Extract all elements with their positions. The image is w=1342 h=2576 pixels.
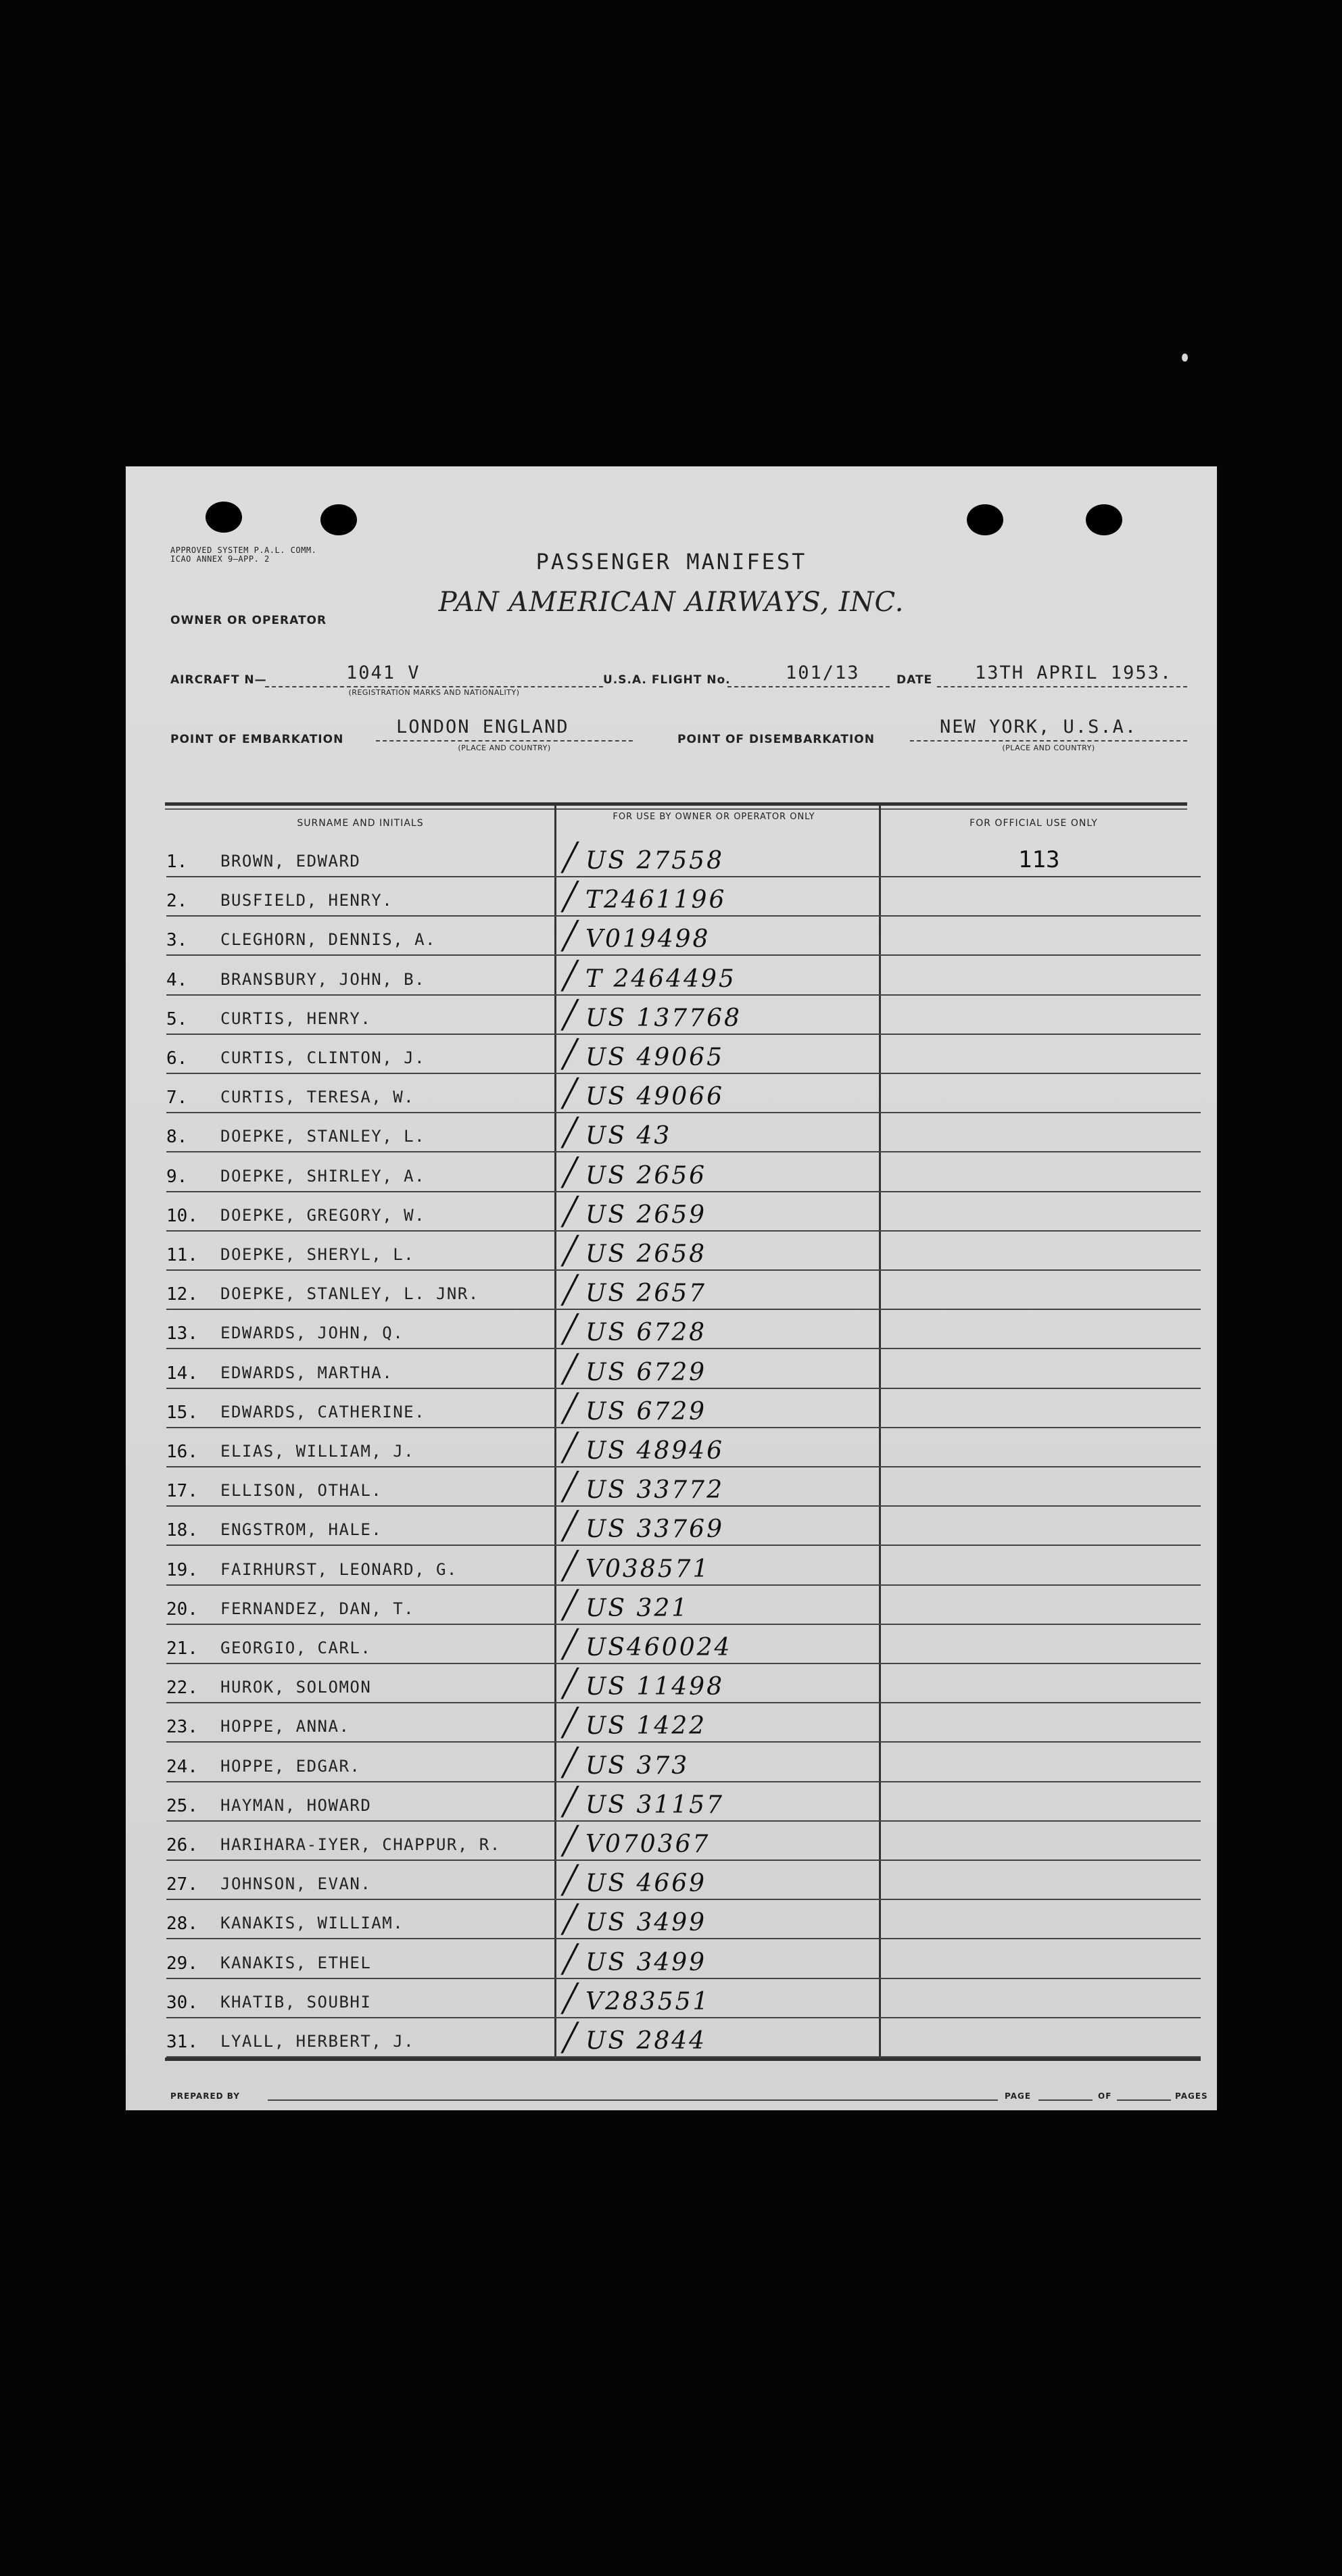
prepared-by-line <box>268 2099 998 2101</box>
document-number: US 33769 <box>585 1515 724 1544</box>
row-number: 20. <box>166 1599 198 1620</box>
table-row <box>166 1978 1201 2018</box>
document-number: US 48946 <box>585 1437 724 1465</box>
row-number: 31. <box>166 2032 198 2052</box>
row-number: 30. <box>166 1992 198 2013</box>
passenger-name: BROWN, EDWARD <box>220 852 361 871</box>
row-number: 21. <box>166 1638 198 1659</box>
passenger-name: HOPPE, EDGAR. <box>220 1756 361 1776</box>
passenger-name: EDWARDS, CATHERINE. <box>220 1402 426 1421</box>
flight-underline <box>727 686 890 687</box>
of-label: OF <box>1098 2091 1112 2101</box>
table-row <box>166 1584 1201 1625</box>
column-header-surname: SURNAME AND INITIALS <box>297 818 424 829</box>
document-number: V283551 <box>585 1987 711 2016</box>
document-number: US 2656 <box>585 1161 707 1190</box>
document-number: US 2659 <box>585 1200 707 1229</box>
flight-label: U.S.A. FLIGHT No. <box>603 673 731 687</box>
row-number: 9. <box>166 1166 188 1187</box>
approval-note: APPROVED SYSTEM P.A.L. COMM. ICAO ANNEX 9—APP. 2 <box>170 545 317 564</box>
document-number: US 321 <box>585 1594 690 1622</box>
table-row <box>166 1899 1201 1939</box>
scan-speck <box>1182 354 1188 362</box>
check-mark-icon: ╱ <box>562 1747 579 1778</box>
check-mark-icon: ╱ <box>562 1904 579 1936</box>
date-underline <box>937 686 1187 687</box>
row-number: 3. <box>166 930 188 951</box>
check-mark-icon: ╱ <box>562 1865 579 1897</box>
passenger-name: JOHNSON, EVAN. <box>220 1874 372 1894</box>
document-number: V038571 <box>585 1555 711 1583</box>
table-row <box>166 1939 1201 1979</box>
check-mark-icon: ╱ <box>562 1707 579 1739</box>
row-number: 7. <box>166 1088 188 1109</box>
date-value: 13TH APRIL 1953. <box>975 662 1173 683</box>
pages-label: PAGES <box>1175 2091 1208 2101</box>
passenger-name: LYALL, HERBERT, J. <box>220 2032 415 2051</box>
document-number: US 4669 <box>585 1870 707 1898</box>
table-row <box>166 1388 1201 1428</box>
embarkation-note: (PLACE AND COUNTRY) <box>458 744 551 752</box>
check-mark-icon: ╱ <box>562 1353 579 1385</box>
table-row <box>166 1624 1201 1664</box>
document-number: US 373 <box>585 1751 690 1780</box>
table-row <box>166 1073 1201 1113</box>
passenger-name: ELIAS, WILLIAM, J. <box>220 1442 415 1461</box>
row-number: 26. <box>166 1835 198 1855</box>
check-mark-icon: ╱ <box>562 1589 579 1621</box>
check-mark-icon: ╱ <box>562 881 579 913</box>
page-line <box>1038 2099 1093 2101</box>
passenger-name: CURTIS, HENRY. <box>220 1008 372 1028</box>
check-mark-icon: ╱ <box>562 1943 579 1975</box>
table-row <box>166 1269 1201 1310</box>
passenger-name: CURTIS, CLINTON, J. <box>220 1048 426 1067</box>
table-row <box>166 1702 1201 1743</box>
check-mark-icon: ╱ <box>562 1078 579 1110</box>
row-number: 8. <box>166 1127 188 1148</box>
row-number: 16. <box>166 1442 198 1462</box>
document-number: US 31157 <box>585 1791 724 1819</box>
owner-label: OWNER OR OPERATOR <box>170 614 327 627</box>
passenger-name: FERNANDEZ, DAN, T. <box>220 1599 415 1618</box>
punch-hole-4 <box>1086 504 1122 535</box>
row-number: 22. <box>166 1678 198 1699</box>
check-mark-icon: ╱ <box>562 1236 579 1267</box>
page-label: PAGE <box>1005 2091 1032 2101</box>
embarkation-underline <box>376 740 633 742</box>
table-row <box>166 1742 1201 1782</box>
embarkation-value: LONDON ENGLAND <box>396 716 569 737</box>
check-mark-icon: ╱ <box>562 960 579 992</box>
aircraft-underline <box>265 686 603 687</box>
official-use-value: 113 <box>1018 846 1060 873</box>
aircraft-label: AIRCRAFT N— <box>170 673 267 687</box>
row-number: 11. <box>166 1245 198 1265</box>
aircraft-value: 1041 V <box>346 662 421 683</box>
passenger-name: KANAKIS, ETHEL <box>220 1953 372 1972</box>
passenger-name: DOEPKE, GREGORY, W. <box>220 1205 426 1225</box>
document-number: US 2657 <box>585 1280 707 1308</box>
row-number: 24. <box>166 1756 198 1777</box>
row-number: 4. <box>166 969 188 990</box>
document-number: US 11498 <box>585 1673 724 1701</box>
document-number: US 27558 <box>585 847 724 875</box>
check-mark-icon: ╱ <box>562 1275 579 1307</box>
table-row <box>166 1545 1201 1586</box>
document-number: US 43 <box>585 1122 672 1150</box>
row-number: 14. <box>166 1363 198 1384</box>
passenger-name: HAYMAN, HOWARD <box>220 1795 372 1815</box>
row-number: 27. <box>166 1874 198 1895</box>
document-number: V070367 <box>585 1830 711 1858</box>
document-number: US 2658 <box>585 1240 707 1268</box>
embarkation-label: POINT OF EMBARKATION <box>170 733 344 746</box>
row-number: 6. <box>166 1048 188 1069</box>
check-mark-icon: ╱ <box>562 1392 579 1424</box>
flight-value: 101/13 <box>786 662 860 683</box>
passenger-name: CURTIS, TERESA, W. <box>220 1088 415 1107</box>
check-mark-icon: ╱ <box>562 1826 579 1857</box>
punch-hole-2 <box>320 504 357 535</box>
disembarkation-note: (PLACE AND COUNTRY) <box>1002 744 1095 752</box>
row-number: 29. <box>166 1953 198 1974</box>
column-header-official-use: FOR OFFICIAL USE ONLY <box>969 818 1098 829</box>
passenger-name: DOEPKE, SHIRLEY, A. <box>220 1166 426 1186</box>
document-number: US 6729 <box>585 1397 707 1426</box>
check-mark-icon: ╱ <box>562 1550 579 1582</box>
disembarkation-label: POINT OF DISEMBARKATION <box>677 733 875 746</box>
check-mark-icon: ╱ <box>562 1117 579 1149</box>
table-row <box>166 1820 1201 1861</box>
row-number: 25. <box>166 1795 198 1816</box>
passenger-name: HARIHARA-IYER, CHAPPUR, R. <box>220 1835 501 1854</box>
table-row <box>166 876 1201 917</box>
passenger-name: GEORGIO, CARL. <box>220 1638 372 1657</box>
document-number: US 3499 <box>585 1948 707 1976</box>
table-row <box>166 955 1201 996</box>
document-number: US 49066 <box>585 1083 724 1111</box>
table-top-border-inner <box>165 808 1187 810</box>
passenger-name: ELLISON, OTHAL. <box>220 1481 383 1501</box>
table-row <box>166 1309 1201 1349</box>
table-row <box>166 1152 1201 1192</box>
check-mark-icon: ╱ <box>562 1157 579 1188</box>
manifest-title: PASSENGER MANIFEST <box>535 549 807 575</box>
table-row <box>166 915 1201 956</box>
check-mark-icon: ╱ <box>562 999 579 1031</box>
column-header-owner-use: FOR USE BY OWNER OR OPERATOR ONLY <box>613 812 815 822</box>
check-mark-icon: ╱ <box>562 1314 579 1346</box>
document-number: T2461196 <box>585 886 727 915</box>
passenger-name: EDWARDS, JOHN, Q. <box>220 1323 404 1343</box>
check-mark-icon: ╱ <box>562 1472 579 1503</box>
table-row <box>166 1466 1201 1507</box>
document-number: US 33772 <box>585 1476 724 1505</box>
row-number: 23. <box>166 1717 198 1738</box>
check-mark-icon: ╱ <box>562 2022 579 2053</box>
table-row <box>166 1663 1201 1703</box>
document-number: US 49065 <box>585 1044 724 1071</box>
passenger-name: BRANSBURY, JOHN, B. <box>220 969 426 989</box>
passenger-name: CLEGHORN, DENNIS, A. <box>220 930 436 950</box>
row-number: 17. <box>166 1481 198 1502</box>
document-number: US 1422 <box>585 1712 707 1741</box>
document-number: US460024 <box>585 1634 732 1661</box>
check-mark-icon: ╱ <box>562 842 579 873</box>
punch-hole-3 <box>967 504 1003 535</box>
passenger-name: FAIRHURST, LEONARD, G. <box>220 1559 458 1579</box>
check-mark-icon: ╱ <box>562 1196 579 1228</box>
document-number: US 137768 <box>585 1004 742 1032</box>
table-row <box>166 1505 1201 1546</box>
table-row <box>166 994 1201 1035</box>
table-row <box>166 1230 1201 1271</box>
row-number: 18. <box>166 1520 198 1541</box>
date-label: DATE <box>896 673 933 687</box>
passenger-name: DOEPKE, STANLEY, L. JNR. <box>220 1284 479 1304</box>
passenger-name: DOEPKE, SHERYL, L. <box>220 1245 415 1264</box>
table-row <box>166 837 1201 877</box>
passenger-name: EDWARDS, MARTHA. <box>220 1363 393 1382</box>
passenger-name: BUSFIELD, HENRY. <box>220 891 393 910</box>
row-number: 19. <box>166 1559 198 1580</box>
manifest-paper <box>126 466 1217 2110</box>
check-mark-icon: ╱ <box>562 1668 579 1700</box>
check-mark-icon: ╱ <box>562 1511 579 1542</box>
prepared-by-label: PREPARED BY <box>170 2091 240 2101</box>
passenger-name: ENGSTROM, HALE. <box>220 1520 383 1540</box>
table-bottom-border <box>165 2058 1201 2061</box>
document-number: V019498 <box>585 925 711 954</box>
check-mark-icon: ╱ <box>562 1039 579 1070</box>
table-row <box>166 1781 1201 1822</box>
row-number: 28. <box>166 1914 198 1935</box>
document-number: US 6728 <box>585 1319 707 1347</box>
check-mark-icon: ╱ <box>562 1629 579 1660</box>
disembarkation-value: NEW YORK, U.S.A. <box>940 716 1138 737</box>
passenger-name: DOEPKE, STANLEY, L. <box>220 1127 426 1146</box>
row-number: 2. <box>166 891 188 912</box>
check-mark-icon: ╱ <box>562 921 579 952</box>
row-number: 1. <box>166 852 188 872</box>
table-row <box>166 2017 1201 2058</box>
check-mark-icon: ╱ <box>562 1983 579 2014</box>
check-mark-icon: ╱ <box>562 1786 579 1818</box>
row-number: 15. <box>166 1402 198 1423</box>
document-number: US 2844 <box>585 2027 707 2055</box>
airline-name: PAN AMERICAN AIRWAYS, INC. <box>438 587 905 618</box>
passenger-name: KANAKIS, WILLIAM. <box>220 1914 404 1933</box>
table-row <box>166 1860 1201 1900</box>
disembarkation-underline <box>910 740 1187 742</box>
document-number: US 6729 <box>585 1358 707 1386</box>
registration-note: (REGISTRATION MARKS AND NATIONALITY) <box>348 688 520 697</box>
document-number: T 2464495 <box>585 965 736 993</box>
table-top-border <box>165 802 1187 806</box>
row-number: 5. <box>166 1008 188 1029</box>
row-number: 13. <box>166 1323 198 1344</box>
check-mark-icon: ╱ <box>562 1432 579 1463</box>
table-row <box>166 1427 1201 1467</box>
table-row <box>166 1348 1201 1389</box>
of-line <box>1117 2099 1171 2101</box>
document-number: US 3499 <box>585 1909 707 1937</box>
passenger-name: HUROK, SOLOMON <box>220 1678 372 1697</box>
table-row <box>166 1191 1201 1232</box>
row-number: 10. <box>166 1205 198 1226</box>
punch-hole-1 <box>206 502 242 533</box>
passenger-name: KHATIB, SOUBHI <box>220 1992 372 2012</box>
table-row <box>166 1034 1201 1074</box>
table-row <box>166 1112 1201 1152</box>
passenger-name: HOPPE, ANNA. <box>220 1717 350 1736</box>
row-number: 12. <box>166 1284 198 1305</box>
